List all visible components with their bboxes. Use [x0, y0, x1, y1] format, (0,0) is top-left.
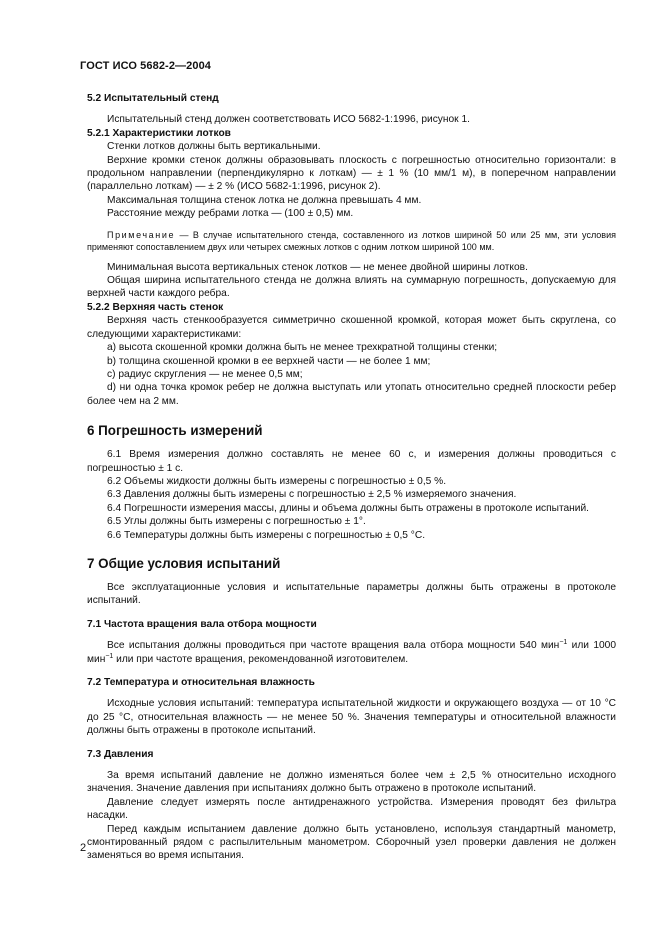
- section-7-2-heading: 7.2 Температура и относительная влажность: [87, 677, 315, 688]
- section-6-heading: 6 Погрешность измерений: [87, 423, 263, 439]
- section-7-1-heading: 7.1 Частота вращения вала отбора мощности: [87, 618, 317, 630]
- text-run: или 1000 мин: [87, 640, 616, 665]
- section-7-3-heading: 7.3 Давления: [87, 748, 154, 760]
- paragraph: 6.6 Температуры должны быть измерены с погрешностью ± 0,5 °С.: [107, 529, 426, 541]
- section-5-2-1-heading: 5.2.1 Характеристики лотков: [87, 127, 231, 139]
- paragraph: Исходные условия испытаний: температура испытательной жидкости и окружающего воздуха — от 10 °С до 25 °С, относительная влажность — не менее 50 %. Значения температуры и относительной влажности должны быть отражены в протоколе испытаний.: [87, 698, 616, 737]
- superscript: −1: [559, 639, 568, 647]
- paragraph: За время испытаний давление не должно изменяться более чем ± 2,5 % относительно исходного значения. Значение давления при испытаниях должно быть отражено в протоколе испытаний.: [87, 770, 616, 795]
- superscript: −1: [105, 652, 114, 660]
- section-5-2-heading: 5.2 Испытательный стенд: [87, 93, 219, 104]
- note: [87, 229, 616, 253]
- list-item: d) ни одна точка кромок ребер не должна выступать или утопать относительно средней плоскости ребер более чем на 2 мм.: [87, 382, 616, 407]
- paragraph: Расстояние между ребрами лотка — (100 ± 0,5) мм.: [107, 208, 354, 220]
- section-5-2-2-heading: 5.2.2 Верхняя часть стенок: [87, 301, 224, 313]
- page-number: 2: [80, 842, 87, 854]
- section-7-heading: 7 Общие условия испытаний: [87, 555, 281, 571]
- text-run: или при частоте вращения, рекомендованной изготовителем.: [113, 653, 409, 665]
- note-text: — В случае испытательного стенда, составленного из лотков шириной 50 или 25 мм, эти условия применяют сопоставлением двух или четырех смежных лотков с одним лотком шириной 100 мм.: [87, 229, 616, 252]
- paragraph: Верхние кромки стенок должны образовывать плоскость с погрешностью относительно горизонтали: в продольном направлении (перпендикулярно к лоткам) — ± 1 % (10 мм/1 м), в поперечном направлении (параллельно лоткам) — ± 2 % (ИСО 5682-1:1996, рисунок 2).: [87, 154, 616, 193]
- paragraph: Испытательный стенд должен соответствовать ИСО 5682-1:1996, рисунок 1.: [107, 114, 470, 126]
- paragraph: Давление следует измерять после антидренажного устройства. Измерения проводят без фильтра насадки.: [87, 796, 616, 822]
- paragraph: 6.3 Давления должны быть измерены с погрешностью ± 2,5 % измеряемого значения.: [107, 489, 517, 501]
- note-label: Примечание: [107, 229, 176, 240]
- paragraph: Все эксплуатационные условия и испытательные параметры должны быть отражены в протоколе испытаний.: [87, 581, 616, 607]
- paragraph: 6.5 Углы должны быть измерены с погрешностью ± 1°.: [107, 516, 366, 528]
- text-run: Все испытания должны проводиться при частоте вращения вала отбора мощности 540 мин: [107, 640, 560, 652]
- paragraph: 6.2 Объемы жидкости должны быть измерены с погрешностью ± 0,5 %.: [107, 475, 447, 487]
- paragraph: 6.1 Время измерения должно составлять не менее 60 с, и измерения должны проводиться с погрешностью ± 1 с.: [87, 449, 616, 474]
- paragraph: 6.4 Погрешности измерения массы, длины и объема должны быть отражены в протоколе испытаний.: [107, 502, 590, 514]
- list-item: b) толщина скошенной кромки в ее верхней части — не более 1 мм;: [107, 355, 431, 367]
- paragraph: Общая ширина испытательного стенда не должна влиять на суммарную погрешность, допускаемую для верхней части каждого ребра.: [87, 275, 616, 300]
- document-header: ГОСТ ИСО 5682-2—2004: [80, 60, 212, 72]
- paragraph: [87, 639, 616, 666]
- paragraph: Перед каждым испытанием давление должно быть установлено, используя стандартный манометр, смонтированный рядом с распылительным манометром. Сборочный узел проверки давления не должен заменяться во время испытания.: [87, 823, 616, 862]
- document-body: [87, 92, 616, 863]
- list-item: а) высота скошенной кромки должна быть не менее трехкратной толщины стенки;: [107, 342, 498, 354]
- paragraph: Стенки лотков должны быть вертикальными.: [107, 141, 321, 153]
- paragraph: Минимальная высота вертикальных стенок лотков — не менее двойной ширины лотков.: [107, 261, 528, 273]
- paragraph: Верхняя часть стенкообразуется симметрично скошенной кромкой, которая может быть скруглена, со следующими характеристиками:: [87, 315, 616, 340]
- list-item: c) радиус скругления — не менее 0,5 мм;: [107, 368, 303, 380]
- paragraph: Максимальная толщина стенок лотка не должна превышать 4 мм.: [107, 194, 422, 206]
